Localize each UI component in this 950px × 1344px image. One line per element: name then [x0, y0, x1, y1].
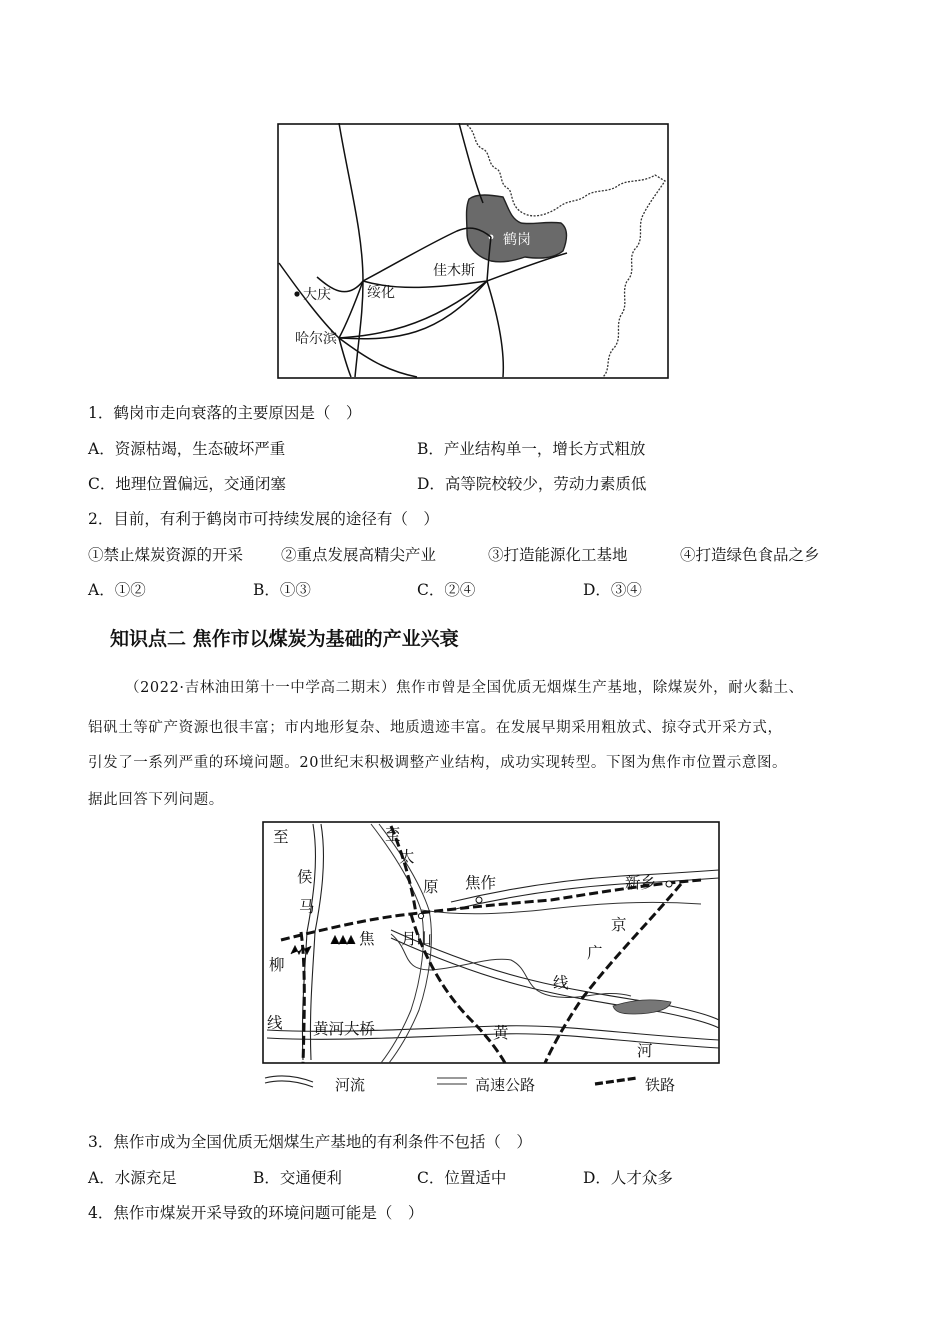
legend-railway-label: 铁路 [645, 1076, 676, 1094]
q2-stem: 2．目前，有利于鹤岗市可持续发展的途径有（ ） [88, 510, 439, 528]
q2-statement-4: ④打造绿色食品之乡 [680, 546, 820, 564]
daqing-point [294, 291, 299, 296]
legend-river-label: 河流 [335, 1076, 366, 1094]
q3-option-d[interactable]: D．人才众多 [583, 1169, 673, 1187]
q4-stem: 4．焦作市煤炭开采导致的环境问题可能是（ ） [88, 1204, 424, 1222]
label-tai: 太 [399, 848, 415, 866]
xinxiang-point [666, 881, 672, 887]
jiaozuo-location-map [261, 820, 721, 1098]
q1-option-b[interactable]: B．产业结构单一，增长方式粗放 [417, 440, 646, 458]
label-daqing: 大庆 [303, 287, 331, 303]
label-bridge: 黄河大桥 [313, 1020, 376, 1038]
q3-stem: 3．焦作市成为全国优质无烟煤生产基地的有利条件不包括（ ） [88, 1133, 532, 1151]
label-ma: 马 [299, 898, 315, 916]
label-yuan: 原 [423, 878, 439, 896]
q1-option-c[interactable]: C．地理位置偏远，交通闭塞 [88, 475, 286, 493]
map-legend [265, 1076, 675, 1094]
label-jiao: 焦 [359, 930, 375, 948]
q3-option-b[interactable]: B．交通便利 [253, 1169, 342, 1187]
q2-option-d[interactable]: D．③④ [583, 581, 642, 599]
q1-option-a[interactable]: A．资源枯竭，生态破坏严重 [88, 440, 286, 458]
label-yueshan: 月山 [401, 930, 433, 948]
intro-line-3: 引发了一系列严重的环境问题。20世纪末积极调整产业结构，成功实现转型。下图为焦作市位置示意图。 [88, 755, 788, 771]
q2-option-c[interactable]: C．②④ [417, 581, 476, 599]
q2-statement-1: ①禁止煤炭资源的开采 [88, 546, 244, 564]
label-guang: 广 [587, 944, 603, 962]
q2-statement-2: ②重点发展高精尖产业 [281, 546, 437, 564]
label-he: 河 [637, 1042, 653, 1060]
section-heading: 知识点二 焦作市以煤炭为基础的产业兴衰 [110, 628, 459, 650]
label-zhi-2: 至 [385, 826, 401, 844]
q2-statement-3: ③打造能源化工基地 [488, 546, 628, 564]
q1-option-d[interactable]: D．高等院校较少，劳动力素质低 [417, 475, 647, 493]
label-harbin: 哈尔滨 [295, 331, 337, 347]
hegang-location-map [277, 123, 669, 379]
label-xinxiang: 新乡 [625, 874, 657, 892]
label-suihua: 绥化 [367, 285, 395, 301]
label-hou: 侯 [297, 868, 313, 886]
label-liu: 柳 [269, 956, 285, 974]
label-xian-1: 线 [267, 1014, 283, 1032]
yueshan-point [418, 913, 423, 918]
intro-line-2: 铝矾土等矿产资源也很丰富；市内地形复杂、地质遗迹丰富。在发展早期采用粗放式、掠夺式开采方式， [88, 720, 783, 736]
label-jiaozuo: 焦作 [465, 874, 497, 892]
label-hegang: 鹤岗 [503, 232, 531, 248]
q2-option-b[interactable]: B．①③ [253, 581, 311, 599]
q2-option-a[interactable]: A．①② [88, 581, 146, 599]
jiaozuo-point [476, 897, 482, 903]
legend-highway-label: 高速公路 [475, 1076, 536, 1094]
intro-line-1: （2022·吉林油田第十一中学高二期末）焦作市曾是全国优质无烟煤生产基地，除煤炭外，耐火黏土、 [125, 680, 804, 696]
intro-line-4: 据此回答下列问题。 [88, 792, 224, 808]
label-jing: 京 [611, 916, 627, 934]
q1-stem: 1．鹤岗市走向衰落的主要原因是（ ） [88, 404, 362, 422]
label-jiamusi: 佳木斯 [433, 263, 475, 279]
q3-option-c[interactable]: C．位置适中 [417, 1169, 507, 1187]
q3-option-a[interactable]: A．水源充足 [88, 1169, 177, 1187]
label-xian-2: 线 [553, 974, 569, 992]
label-zhi-1: 至 [273, 828, 289, 846]
label-huang: 黄 [493, 1024, 509, 1042]
legend-railway-symbol [595, 1078, 637, 1084]
